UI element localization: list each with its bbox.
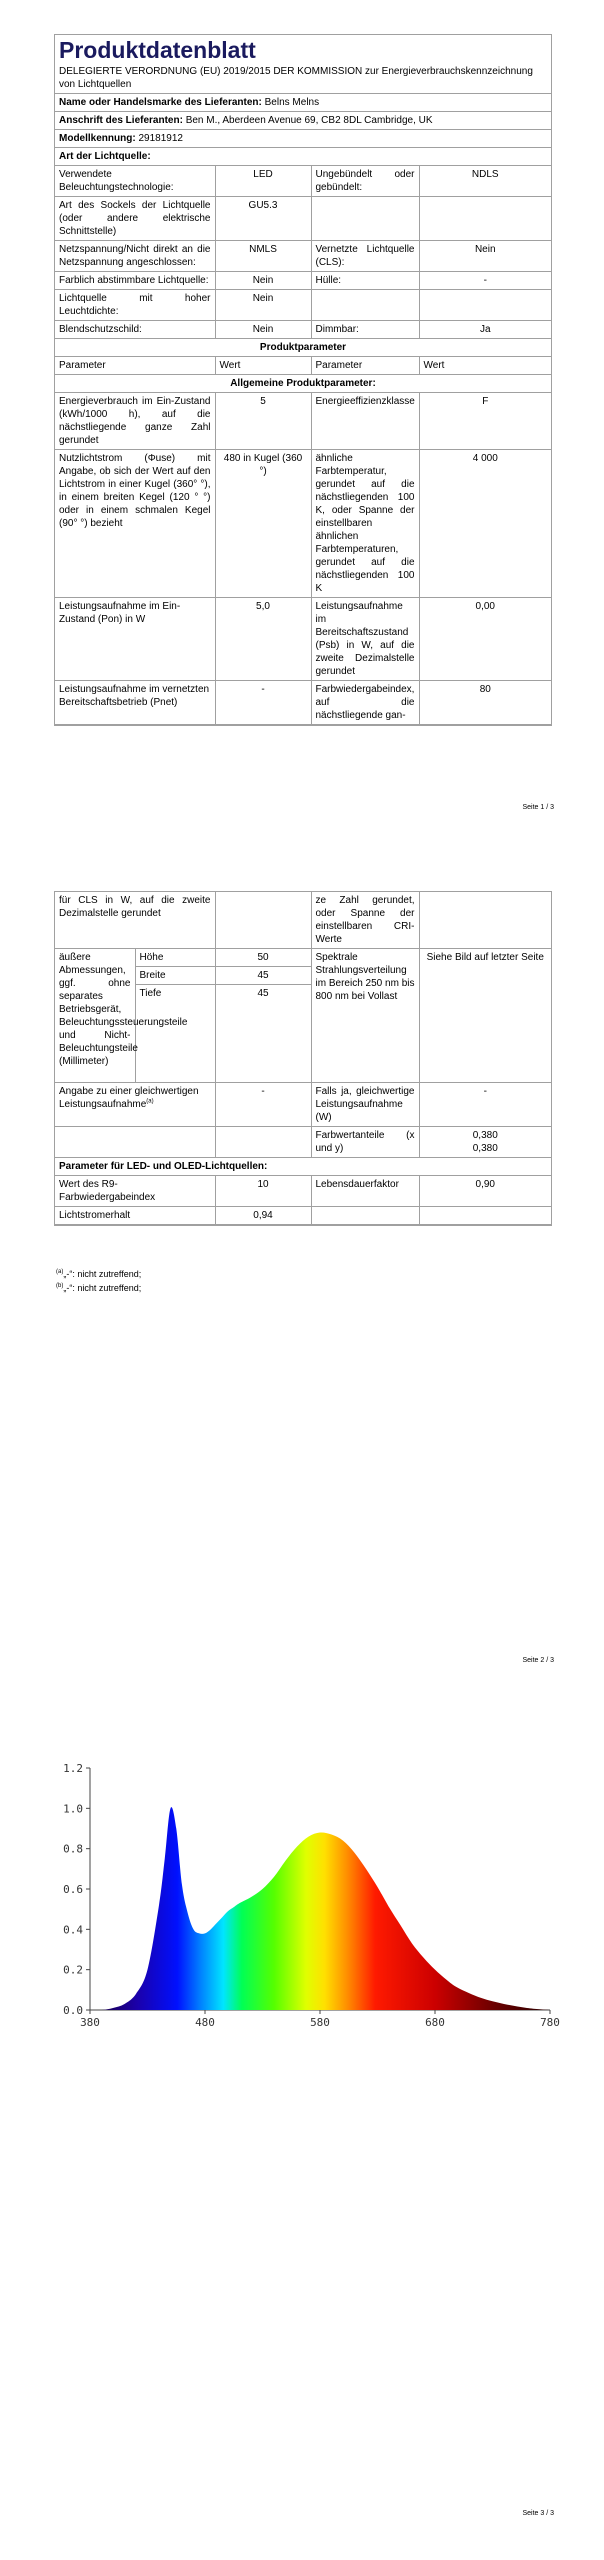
equivalent-power-label-text: Angabe zu einer gleichwertigen Leistungsaufnahme [59, 1086, 199, 1110]
tunable-value: Nein [215, 272, 311, 290]
supplier-address-row [55, 112, 551, 130]
title-block [55, 35, 551, 94]
page-1 [0, 0, 604, 853]
lumen-maintenance-value: 0,94 [215, 1207, 311, 1225]
cap-type-value: GU5.3 [215, 197, 311, 241]
page-2 [0, 853, 604, 1706]
cri-label: Farbwiedergabeindex, auf die nächstliegende gan- [311, 681, 419, 725]
cls-value: Nein [419, 241, 551, 272]
r9-label: Wert des R9-Farbwiedergabeindex [55, 1176, 215, 1207]
y-tick-label: 0.4 [63, 1923, 83, 1937]
model-row [55, 130, 551, 148]
y-tick-label: 0.0 [63, 2004, 83, 2017]
networked-standby-value: - [215, 681, 311, 725]
table-row [55, 1158, 551, 1176]
chromaticity-label: Farbwertanteile (x und y) [311, 1127, 419, 1158]
footnote-marker: (a) [146, 1098, 154, 1105]
footnote-b [56, 1282, 141, 1296]
column-header: Wert [419, 357, 551, 375]
depth-value: 45 [215, 985, 311, 1083]
useful-flux-label: Nutzlichtstrom (Φuse) mit Angabe, ob sich der Wert auf den Lichtstrom in einer Kugel (360° °), in einem breiten Kegel (120 ° °) oder in einem schmalen Kegel (90° °) bezieht [55, 450, 215, 598]
energy-class-label: Energieeffizienzklasse [311, 393, 419, 450]
model-id: 29181912 [138, 133, 183, 145]
y-tick-label: 1.2 [63, 1762, 83, 1775]
cri-label-continued: ze Zahl gerundet, oder Spanne der einstellbaren CRI-Werte [311, 892, 419, 949]
anti-glare-label: Blendschutzschild: [55, 321, 215, 339]
equivalent-power-yes-label: Falls ja, gleichwertige Leistungsaufnahme (W) [311, 1083, 419, 1127]
supplier-name-row [55, 94, 551, 112]
table-row [55, 892, 551, 949]
table-row [55, 393, 551, 450]
table-row [55, 949, 551, 967]
spectral-distribution-label: Spektrale Strahlungsverteilung im Bereich 250 nm bis 800 nm bei Vollast [311, 949, 419, 1083]
document-title: Produktdatenblatt [59, 37, 256, 63]
height-value: 50 [215, 949, 311, 967]
width-label: Breite [135, 967, 215, 985]
column-header: Parameter [55, 357, 215, 375]
energy-consumption-label: Energieverbrauch im Ein-Zustand (kWh/1000 h), auf die nächstliegende ganze Zahl gerundet [55, 393, 215, 450]
chromaticity-x: 0,380 [472, 1130, 498, 1141]
table-row [55, 375, 551, 393]
dimmable-value: Ja [419, 321, 551, 339]
lumen-maintenance-label: Lichtstromerhalt [55, 1207, 215, 1225]
survival-factor-value: 0,90 [419, 1176, 551, 1207]
dimmable-label: Dimmbar: [311, 321, 419, 339]
mains-value: NMLS [215, 241, 311, 272]
cri-value: 80 [419, 681, 551, 725]
footnote-a-marker: (a) [56, 1269, 64, 1275]
empty-cell [311, 197, 419, 241]
footnotes [54, 1268, 141, 1295]
light-source-type-table [55, 166, 551, 339]
empty-cell [419, 1207, 551, 1225]
table-row [55, 681, 551, 725]
regulation-text: DELEGIERTE VERORDNUNG (EU) 2019/2015 DER KOMMISSION zur Energieverbrauchskennzeichnung von Lichtquellen [59, 66, 533, 91]
page-3 [0, 1706, 604, 2559]
mains-label: Netzspannung/Nicht direkt an die Netzspannung angeschlossen: [55, 241, 215, 272]
datasheet-table-page-2 [54, 891, 552, 1226]
y-tick-label: 0.8 [63, 1842, 83, 1856]
footnote-b-marker: (b) [56, 1282, 64, 1289]
high-luminance-label: Lichtquelle mit hoher Leuchtdichte: [55, 290, 215, 321]
dimensions-label: äußere Abmessungen, ggf. ohne separates Betriebsgerät, Beleuchtungssteuerungsteile und Nicht-Beleuchtungsteile (Millimeter) [55, 949, 135, 1083]
networked-standby-continued: für CLS in W, auf die zweite Dezimalstelle gerundet [55, 892, 215, 949]
x-tick-label: 580 [310, 2016, 330, 2029]
table-row [55, 321, 551, 339]
x-tick-label: 680 [425, 2016, 445, 2029]
supplier-address: Ben M., Aberdeen Avenue 69, CB2 8DL Cambridge, UK [185, 115, 433, 127]
footnote-b-text: „-“: nicht zutreffend; [63, 1282, 142, 1293]
energy-consumption-value: 5 [215, 393, 311, 450]
chromaticity-value [419, 1127, 551, 1158]
envelope-label: Hülle: [311, 272, 419, 290]
supplier-address-label: Anschrift des Lieferanten: [59, 115, 183, 127]
column-header: Parameter [311, 357, 419, 375]
equivalent-power-label [55, 1083, 215, 1127]
empty-cell [311, 290, 419, 321]
x-tick-label: 780 [540, 2016, 560, 2029]
technology-value: LED [215, 166, 311, 197]
product-parameters-continued-table [55, 892, 551, 1225]
page-number: Seite 2 / 3 [522, 1657, 554, 1664]
chromaticity-y: 0,380 [472, 1143, 498, 1154]
column-header: Wert [215, 357, 311, 375]
empty-cell [311, 1207, 419, 1225]
directional-value: NDLS [419, 166, 551, 197]
tunable-label: Farblich abstimmbare Lichtquelle: [55, 272, 215, 290]
survival-factor-label: Lebensdauerfaktor [311, 1176, 419, 1207]
table-header-row [55, 357, 551, 375]
led-parameters-heading: Parameter für LED- und OLED-Lichtquellen: [55, 1158, 551, 1176]
empty-cell [215, 892, 311, 949]
on-mode-power-value: 5,0 [215, 598, 311, 681]
r9-value: 10 [215, 1176, 311, 1207]
empty-cell [419, 290, 551, 321]
spectral-chart [40, 1748, 560, 2038]
empty-cell [215, 1127, 311, 1158]
x-tick-label: 380 [80, 2016, 100, 2029]
product-parameters-heading: Produktparameter [55, 339, 551, 357]
table-row [55, 272, 551, 290]
envelope-value: - [419, 272, 551, 290]
cct-label: ähnliche Farbtemperatur, gerundet auf die nächstliegenden 100 K, oder Spanne der einstellbaren ähnlichen Farbtemperaturen, gerundet auf die nächstliegenden 100 K [311, 450, 419, 598]
table-row [55, 166, 551, 197]
cct-value: 4 000 [419, 450, 551, 598]
on-mode-power-label: Leistungsaufnahme im Ein-Zustand (Pon) in W [55, 598, 215, 681]
empty-cell [55, 1127, 215, 1158]
y-tick-label: 0.2 [63, 1963, 83, 1977]
useful-flux-value: 480 in Kugel (360 °) [215, 450, 311, 598]
equivalent-power-value: - [215, 1083, 311, 1127]
table-row [55, 1207, 551, 1225]
technology-label: Verwendete Beleuchtungstechnologie: [55, 166, 215, 197]
directional-label: Ungebündelt oder gebündelt: [311, 166, 419, 197]
footnote-a [56, 1268, 141, 1282]
height-label: Höhe [135, 949, 215, 967]
table-row [55, 241, 551, 272]
table-row [55, 598, 551, 681]
depth-label: Tiefe [135, 985, 215, 1083]
standby-power-label: Leistungsaufnahme im Bereitschaftszustand (Psb) in W, auf die zweite Dezimalstelle gerundet [311, 598, 419, 681]
table-row [55, 1176, 551, 1207]
datasheet-table-page-1 [54, 34, 552, 726]
table-row [55, 1083, 551, 1127]
energy-class-value: F [419, 393, 551, 450]
page-number: Seite 1 / 3 [522, 804, 554, 811]
table-row [55, 197, 551, 241]
anti-glare-value: Nein [215, 321, 311, 339]
footnote-a-text: „-“: nicht zutreffend; [63, 1269, 142, 1279]
cls-label: Vernetzte Lichtquelle (CLS): [311, 241, 419, 272]
width-value: 45 [215, 967, 311, 985]
high-luminance-value: Nein [215, 290, 311, 321]
general-parameters-heading: Allgemeine Produktparameter: [55, 375, 551, 393]
cap-type-label: Art des Sockels der Lichtquelle (oder andere elektrische Schnittstelle) [55, 197, 215, 241]
model-label: Modellkennung: [59, 133, 136, 145]
spectral-chart-svg [40, 1748, 560, 2038]
empty-cell [419, 197, 551, 241]
x-tick-label: 480 [195, 2016, 215, 2029]
page-number: Seite 3 / 3 [522, 2510, 554, 2517]
networked-standby-label: Leistungsaufnahme im vernetzten Bereitschaftsbetrieb (Pnet) [55, 681, 215, 725]
standby-power-value: 0,00 [419, 598, 551, 681]
spectral-distribution-value: Siehe Bild auf letzter Seite [419, 949, 551, 1083]
equivalent-power-yes-value: - [419, 1083, 551, 1127]
empty-cell [419, 892, 551, 949]
spectrum-area [90, 1807, 550, 2010]
supplier-name-label: Name oder Handelsmarke des Lieferanten: [59, 97, 262, 109]
table-row [55, 450, 551, 598]
product-parameters-table [55, 357, 551, 725]
y-tick-label: 1.0 [63, 1802, 83, 1816]
light-source-type-heading: Art der Lichtquelle: [55, 148, 551, 166]
table-row [55, 290, 551, 321]
supplier-name: Belns Melns [264, 97, 320, 109]
y-tick-label: 0.6 [63, 1883, 83, 1896]
table-row [55, 1127, 551, 1158]
